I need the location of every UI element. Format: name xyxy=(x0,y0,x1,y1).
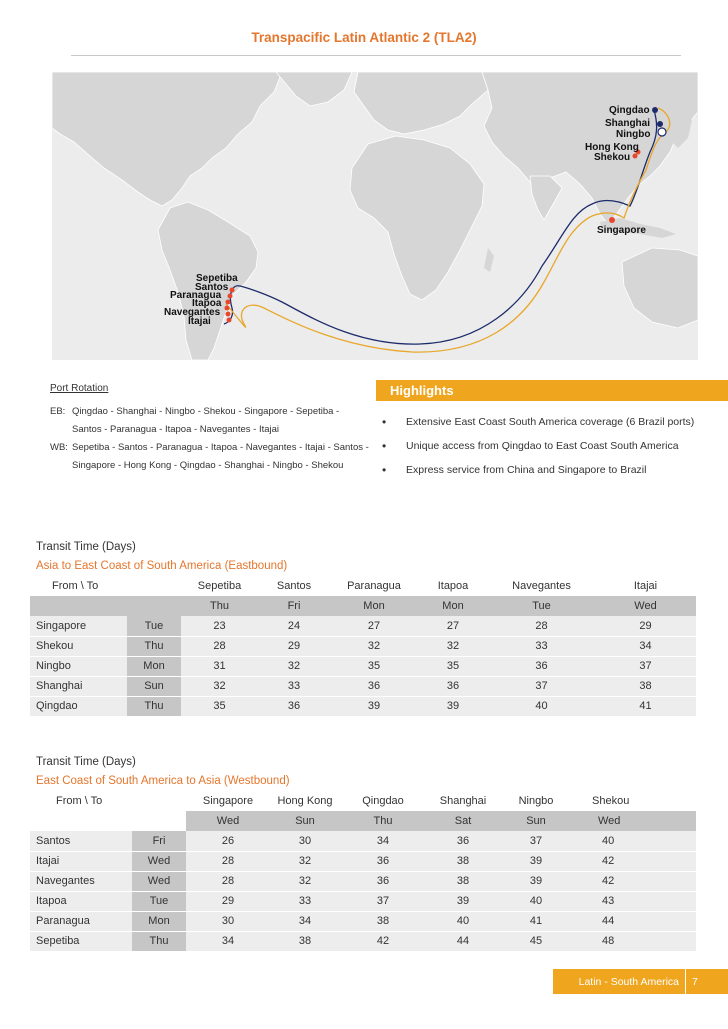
port-label-singapore: Singapore xyxy=(597,225,646,236)
table-row xyxy=(30,871,696,891)
eastbound-header-row xyxy=(30,576,696,596)
dest-header: Itajai xyxy=(633,580,658,592)
transit-days: 40 xyxy=(488,696,595,716)
origin-port: Itapoa xyxy=(30,891,132,911)
rotation-wb-line2: Singapore - Hong Kong - Qingdao - Shanghai - Ningbo - Shekou xyxy=(72,460,344,471)
transit-days: 30 xyxy=(270,831,340,851)
eastbound-table xyxy=(30,576,696,717)
table-row xyxy=(30,851,696,871)
westbound-title: Transit Time (Days) xyxy=(36,756,136,768)
transit-days: 32 xyxy=(181,676,258,696)
origin-day: Mon xyxy=(127,656,181,676)
from-to-label: From \ To xyxy=(52,580,99,592)
rotation-wb-line1: Sepetiba - Santos - Paranagua - Itapoa - Navegantes - Itajai - Santos - xyxy=(72,442,369,453)
transit-days: 28 xyxy=(488,616,595,636)
transit-days: 33 xyxy=(488,636,595,656)
transit-days: 23 xyxy=(181,616,258,636)
transit-days: 38 xyxy=(340,911,426,931)
transit-days: 48 xyxy=(572,931,696,951)
rotation-eb-key: EB: xyxy=(50,406,66,417)
transit-days: 29 xyxy=(595,616,696,636)
transit-days: 35 xyxy=(330,656,418,676)
dest-day: Tue xyxy=(488,596,595,616)
highlight-text: Extensive East Coast South America coverage (6 Brazil ports) xyxy=(406,416,695,428)
rotation-eb xyxy=(50,403,370,421)
origin-day: Wed xyxy=(132,871,186,891)
origin-port: Qingdao xyxy=(30,696,127,716)
dest-day: Wed xyxy=(572,811,696,831)
highlight-text: Express service from China and Singapore to Brazil xyxy=(406,464,647,476)
table-row xyxy=(30,911,696,931)
page-number: 7 xyxy=(692,975,698,988)
eastbound-title: Transit Time (Days) xyxy=(36,541,136,553)
transit-days: 34 xyxy=(186,931,270,951)
dest-header: Qingdao xyxy=(362,795,404,807)
transit-days: 32 xyxy=(270,851,340,871)
transit-days: 44 xyxy=(426,931,500,951)
table-row xyxy=(30,931,696,951)
transit-days: 30 xyxy=(186,911,270,931)
transit-days: 32 xyxy=(330,636,418,656)
transit-days: 33 xyxy=(270,891,340,911)
transit-days: 24 xyxy=(258,616,330,636)
port-dot-ningbo xyxy=(658,128,666,136)
transit-days: 38 xyxy=(426,871,500,891)
origin-port: Navegantes xyxy=(30,871,132,891)
transit-days: 29 xyxy=(258,636,330,656)
page-title: Transpacific Latin Atlantic 2 (TLA2) xyxy=(251,30,477,45)
origin-port: Paranagua xyxy=(30,911,132,931)
page-footer xyxy=(553,969,728,994)
transit-days: 39 xyxy=(500,871,572,891)
transit-days: 34 xyxy=(270,911,340,931)
dest-day: Fri xyxy=(258,596,330,616)
transit-days: 37 xyxy=(500,831,572,851)
port-dot-itapoa xyxy=(225,306,230,311)
port-label-paranagua: Paranagua xyxy=(170,290,222,301)
port-label-shanghai: Shanghai xyxy=(605,118,651,129)
footer-section: Latin - South America xyxy=(578,975,679,988)
transit-days: 38 xyxy=(270,931,340,951)
bullet: • xyxy=(382,463,387,477)
table-row xyxy=(30,616,696,636)
transit-days: 36 xyxy=(340,871,426,891)
from-to-label: From \ To xyxy=(56,795,103,807)
table-row xyxy=(30,696,696,716)
port-rotation-heading: Port Rotation xyxy=(50,383,109,394)
dest-header: Hong Kong xyxy=(277,795,333,807)
transit-days: 31 xyxy=(181,656,258,676)
table-row xyxy=(30,636,696,656)
dest-header: Paranagua xyxy=(347,580,401,592)
origin-port: Shekou xyxy=(30,636,127,656)
dest-header: Santos xyxy=(276,580,312,592)
transit-days: 27 xyxy=(418,616,488,636)
origin-port: Singapore xyxy=(30,616,127,636)
port-dot-shekou xyxy=(633,154,638,159)
origin-port: Itajai xyxy=(30,851,132,871)
port-label-sepetiba: Sepetiba xyxy=(196,273,238,284)
transit-days: 40 xyxy=(426,911,500,931)
origin-day: Thu xyxy=(127,636,181,656)
dest-day: Sat xyxy=(426,811,500,831)
transit-days: 28 xyxy=(186,871,270,891)
eastbound-subtitle: Asia to East Coast of South America (Eastbound) xyxy=(36,560,288,572)
port-dot-sepetiba xyxy=(230,288,235,293)
transit-days: 38 xyxy=(595,676,696,696)
port-label-itapoa: Itapoa xyxy=(192,298,222,309)
port-label-itajai: Itajai xyxy=(188,316,211,327)
transit-days: 36 xyxy=(340,851,426,871)
transit-days: 42 xyxy=(340,931,426,951)
origin-day: Tue xyxy=(127,616,181,636)
origin-port: Santos xyxy=(30,831,132,851)
dest-header: Itapoa xyxy=(437,580,469,592)
transit-days: 40 xyxy=(572,831,696,851)
table-row xyxy=(30,891,696,911)
origin-port: Sepetiba xyxy=(30,931,132,951)
transit-days: 37 xyxy=(340,891,426,911)
table-row xyxy=(30,656,696,676)
transit-days: 39 xyxy=(426,891,500,911)
port-dot-singapore xyxy=(609,217,615,223)
transit-days: 32 xyxy=(418,636,488,656)
dest-day: Mon xyxy=(330,596,418,616)
transit-days: 32 xyxy=(258,656,330,676)
port-label-hong-kong: Hong Kong xyxy=(585,142,639,153)
dest-header: Shanghai xyxy=(439,795,487,807)
transit-days: 38 xyxy=(426,851,500,871)
transit-days: 43 xyxy=(572,891,696,911)
port-dot-navegantes xyxy=(226,312,231,317)
transit-days: 26 xyxy=(186,831,270,851)
transit-days: 36 xyxy=(418,676,488,696)
dest-day: Wed xyxy=(595,596,696,616)
transit-days: 28 xyxy=(186,851,270,871)
transit-days: 37 xyxy=(595,656,696,676)
dest-day: Sun xyxy=(500,811,572,831)
transit-days: 42 xyxy=(572,871,696,891)
transit-days: 36 xyxy=(330,676,418,696)
rotation-eb-line1: Qingdao - Shanghai - Ningbo - Shekou - Singapore - Sepetiba - xyxy=(72,406,340,417)
transit-days: 40 xyxy=(500,891,572,911)
port-label-shekou: Shekou xyxy=(594,152,631,163)
origin-day: Fri xyxy=(132,831,186,851)
origin-day: Thu xyxy=(127,696,181,716)
highlights-panel xyxy=(376,380,728,482)
transit-days: 35 xyxy=(181,696,258,716)
rotation-eb-cont xyxy=(50,421,370,439)
dest-day: Mon xyxy=(418,596,488,616)
rotation-wb-cont xyxy=(50,457,370,475)
bullet: • xyxy=(382,439,387,453)
transit-days: 42 xyxy=(572,851,696,871)
table-row xyxy=(30,676,696,696)
port-dot-santos xyxy=(228,294,233,299)
highlight-item xyxy=(382,434,728,458)
highlights-heading: Highlights xyxy=(376,380,728,401)
highlight-item xyxy=(382,458,728,482)
origin-day: Mon xyxy=(132,911,186,931)
origin-day: Wed xyxy=(132,851,186,871)
port-dot-shanghai xyxy=(657,121,663,127)
dest-header: Navegantes xyxy=(512,580,571,592)
dest-day: Sun xyxy=(270,811,340,831)
table-row xyxy=(30,831,696,851)
transit-days: 34 xyxy=(340,831,426,851)
transit-days: 39 xyxy=(418,696,488,716)
westbound-header-row xyxy=(30,791,696,811)
transit-days: 28 xyxy=(181,636,258,656)
port-label-navegantes: Navegantes xyxy=(164,307,221,318)
transit-days: 27 xyxy=(330,616,418,636)
dest-day: Thu xyxy=(340,811,426,831)
transit-days: 41 xyxy=(500,911,572,931)
dest-header: Sepetiba xyxy=(197,580,242,592)
transit-days: 41 xyxy=(595,696,696,716)
port-label-santos: Santos xyxy=(195,282,229,293)
transit-days: 44 xyxy=(572,911,696,931)
westbound-days-row xyxy=(30,811,696,831)
transit-days: 36 xyxy=(258,696,330,716)
rotation-wb xyxy=(50,439,370,457)
transit-days: 35 xyxy=(418,656,488,676)
eastbound-days-row xyxy=(30,596,696,616)
transit-days: 29 xyxy=(186,891,270,911)
origin-day: Tue xyxy=(132,891,186,911)
port-rotation xyxy=(50,383,370,475)
port-dot-itajai xyxy=(227,318,232,323)
dest-header: Shekou xyxy=(592,795,630,807)
route-map xyxy=(52,72,698,360)
transit-days: 39 xyxy=(500,851,572,871)
highlight-item xyxy=(382,410,728,434)
transit-days: 34 xyxy=(595,636,696,656)
port-label-qingdao: Qingdao xyxy=(609,105,650,116)
highlight-text: Unique access from Qingdao to East Coast South America xyxy=(406,440,679,452)
port-dot-paranagua xyxy=(226,300,231,305)
origin-port: Ningbo xyxy=(30,656,127,676)
transit-days: 37 xyxy=(488,676,595,696)
bullet: • xyxy=(382,415,387,429)
westbound-table xyxy=(30,791,696,952)
rotation-eb-line2: Santos - Paranagua - Itapoa - Navegantes - Itajai xyxy=(72,424,280,435)
origin-port: Shanghai xyxy=(30,676,127,696)
transit-days: 36 xyxy=(426,831,500,851)
route-map-svg xyxy=(52,72,698,360)
rotation-wb-key: WB: xyxy=(50,442,68,453)
transit-days: 32 xyxy=(270,871,340,891)
dest-header: Ningbo xyxy=(518,795,554,807)
origin-day: Sun xyxy=(127,676,181,696)
dest-day: Wed xyxy=(186,811,270,831)
transit-days: 36 xyxy=(488,656,595,676)
origin-day: Thu xyxy=(132,931,186,951)
port-dot-qingdao xyxy=(652,107,658,113)
westbound-subtitle: East Coast of South America to Asia (Westbound) xyxy=(36,775,290,787)
transit-days: 39 xyxy=(330,696,418,716)
transit-days: 33 xyxy=(258,676,330,696)
title-divider xyxy=(71,55,681,56)
port-label-ningbo: Ningbo xyxy=(616,129,651,140)
dest-header: Singapore xyxy=(202,795,254,807)
highlights-list xyxy=(376,410,728,482)
dest-day: Thu xyxy=(181,596,258,616)
transit-days: 45 xyxy=(500,931,572,951)
